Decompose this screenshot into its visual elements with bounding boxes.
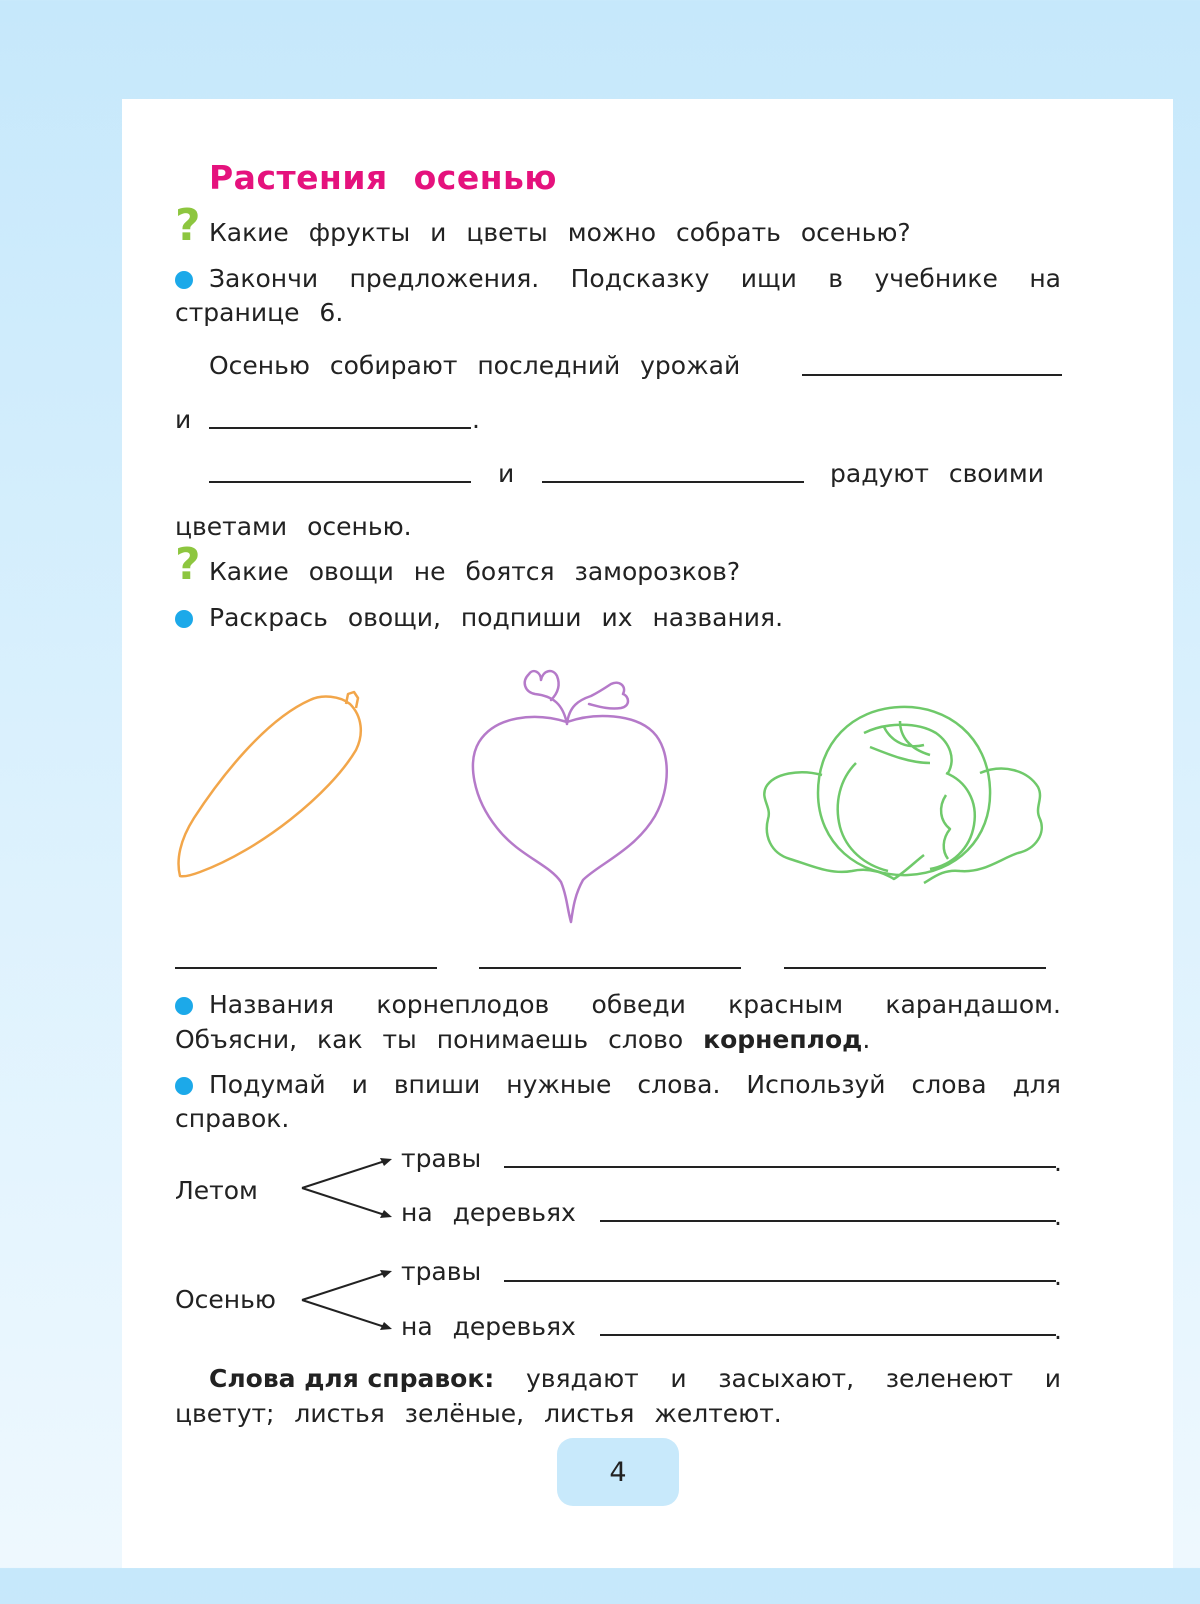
- question-mark-icon: ?: [175, 539, 201, 590]
- task-1-line-2: странице 6.: [175, 298, 344, 327]
- season-bottom-label: на деревьях: [401, 1312, 576, 1341]
- page-title: Растения осенью: [209, 158, 557, 197]
- fill-and-2: и: [498, 459, 515, 488]
- answer-line-vegetable-3[interactable]: [784, 967, 1046, 969]
- task-4-line-1: [209, 1068, 1061, 1102]
- bullet-icon: [175, 610, 193, 628]
- reference-word: засыхают,: [718, 1364, 855, 1393]
- reference-line-1: [209, 1362, 1061, 1396]
- fill-end: цветами осенью.: [175, 512, 412, 541]
- bullet-icon: [175, 997, 193, 1015]
- bullet-icon: [175, 1077, 193, 1095]
- cabbage-outline-icon[interactable]: [760, 703, 1045, 890]
- word: корнеплодов: [376, 990, 550, 1019]
- word: Подумай: [209, 1070, 326, 1099]
- answer-line-summer-trees[interactable]: [600, 1220, 1056, 1222]
- answer-line-summer-grass[interactable]: [504, 1166, 1056, 1168]
- answer-line-harvest[interactable]: [802, 374, 1062, 376]
- reference-word: и: [670, 1364, 687, 1393]
- task-3-end: .: [862, 1025, 871, 1054]
- reference-word: зеленеют: [885, 1364, 1014, 1393]
- word: слова: [911, 1070, 987, 1099]
- branch-arrow-icon: [298, 1264, 398, 1336]
- word: предложения.: [349, 264, 540, 293]
- word: Закончи: [209, 264, 319, 293]
- reference-line-2: цветут; листья зелёные, листья желтеют.: [175, 1399, 782, 1428]
- answer-line-flower-1[interactable]: [209, 481, 471, 483]
- word: обведи: [591, 990, 686, 1019]
- answer-line-harvest-2[interactable]: [209, 427, 471, 429]
- fill-and-1: и: [175, 405, 192, 434]
- reference-word: увядают: [525, 1364, 639, 1393]
- question-mark-icon: ?: [175, 200, 201, 251]
- word: Названия: [209, 990, 335, 1019]
- word: на: [1029, 264, 1061, 293]
- word: красным: [728, 990, 844, 1019]
- season-top-label: травы: [401, 1144, 482, 1173]
- season-bottom-label: на деревьях: [401, 1198, 576, 1227]
- task-3-line-1: [209, 988, 1061, 1022]
- question-2: Какие овощи не боятся заморозков?: [209, 557, 741, 586]
- task-3-text: Объясни, как ты понимаешь слово: [175, 1025, 684, 1054]
- bullet-icon: [175, 271, 193, 289]
- task-2: Раскрась овощи, подпиши их названия.: [209, 603, 784, 632]
- term-korneplod: корнеплод: [703, 1025, 863, 1054]
- word: ищи: [740, 264, 797, 293]
- question-1: Какие фрукты и цветы можно собрать осенью?: [209, 218, 911, 247]
- branch-arrow-icon: [298, 1152, 398, 1224]
- word: карандашом.: [885, 990, 1061, 1019]
- word: нужные: [506, 1070, 612, 1099]
- answer-line-autumn-trees[interactable]: [600, 1334, 1056, 1336]
- season-label: Осенью: [175, 1285, 276, 1314]
- line-period: .: [1054, 1316, 1062, 1345]
- word: Подсказку: [570, 264, 710, 293]
- word: в: [828, 264, 844, 293]
- task-1-line-1: [209, 262, 1061, 296]
- answer-line-vegetable-2[interactable]: [479, 967, 741, 969]
- page-number: 4: [557, 1438, 679, 1506]
- task-3-line-2: [175, 1023, 870, 1057]
- line-period: .: [1054, 1262, 1062, 1291]
- beet-outline-icon[interactable]: [465, 660, 675, 928]
- word: для: [1012, 1070, 1061, 1099]
- carrot-outline-icon[interactable]: [170, 690, 370, 885]
- reference-label: Слова для справок:: [209, 1364, 495, 1393]
- answer-line-autumn-grass[interactable]: [504, 1280, 1056, 1282]
- season-top-label: травы: [401, 1257, 482, 1286]
- word: впиши: [393, 1070, 481, 1099]
- fill-period: .: [472, 405, 480, 434]
- line-period: .: [1054, 1148, 1062, 1177]
- fill-sentence-prefix: Осенью собирают последний урожай: [209, 351, 741, 380]
- line-period: .: [1054, 1202, 1062, 1231]
- reference-word: и: [1044, 1364, 1061, 1393]
- word: и: [351, 1070, 368, 1099]
- answer-line-flower-2[interactable]: [542, 481, 804, 483]
- fill-suffix: радуют своими: [830, 459, 1044, 488]
- word: Используй: [746, 1070, 886, 1099]
- word: учебнике: [874, 264, 998, 293]
- season-label: Летом: [175, 1176, 258, 1205]
- answer-line-vegetable-1[interactable]: [175, 967, 437, 969]
- word: слова.: [637, 1070, 721, 1099]
- task-4-line-2: справок.: [175, 1104, 290, 1133]
